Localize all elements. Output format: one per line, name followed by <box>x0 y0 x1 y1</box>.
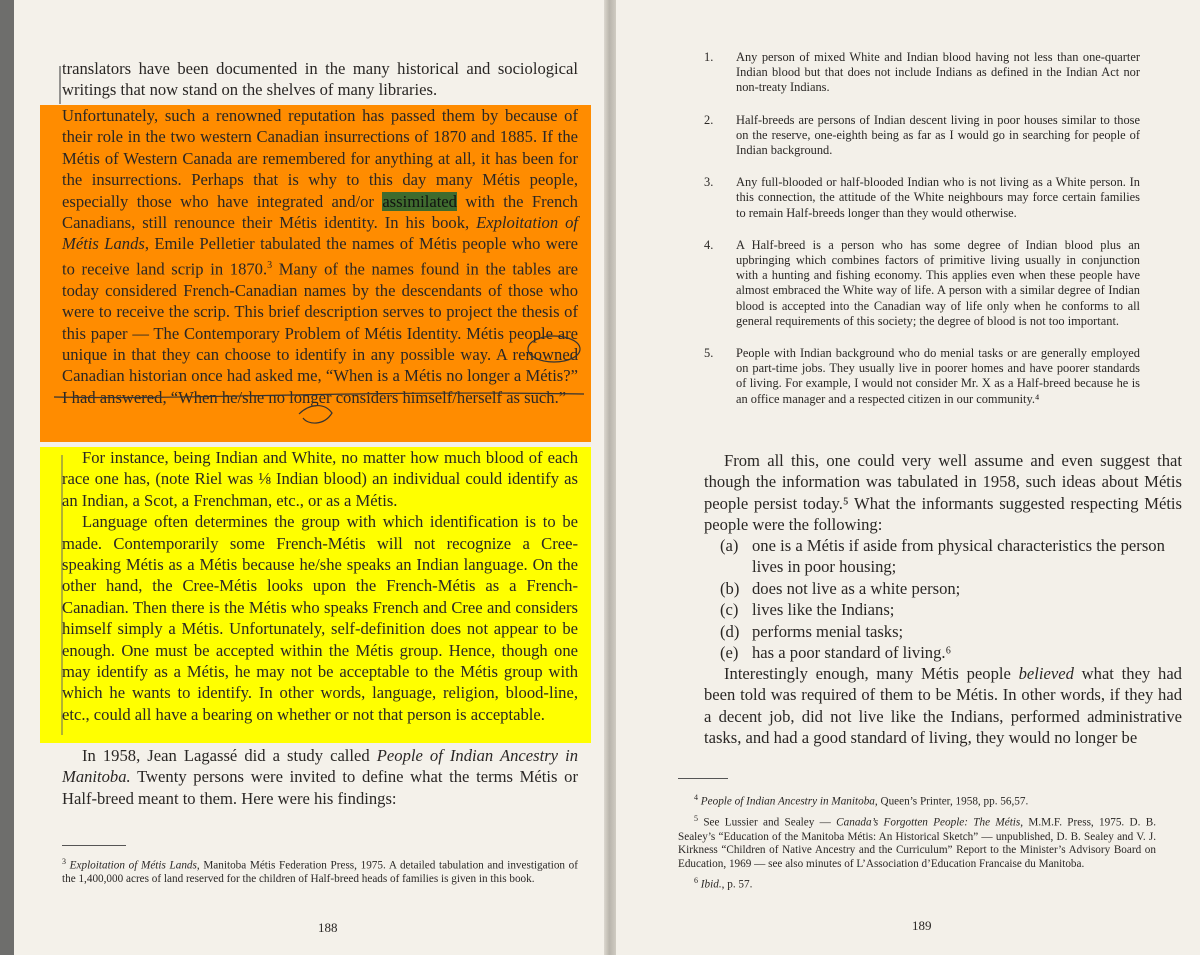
page-number: 189 <box>912 918 932 933</box>
paragraph-summary: From all this, one could very well assume and even suggest that though the information was tabulated in 1958, such ideas about Métis people persist today.⁵ What the informants suggested respecting Métis people were the following: <box>704 451 1182 535</box>
green-highlighted-word: assimilated <box>382 191 457 211</box>
footnote-6: $^6$ Ibid., p. 57. <box>694 876 753 892</box>
footnote-5: $^5$ See Lussier and Sealey — Canada’s Forgotten People: The Métis, M.M.F. Press, 1975. D. B. Sealey’s “Education of the Manitoba Métis: An Historical Sketch” — unpublished, D. B. Sealey and V. J. Kirkness “Children of Native Ancestry and the Curriculum” Report to the Minister’s Advisory Board on Education, 1969 — see also minutes of L’Association d’Education Francaise du Manitoba. <box>678 814 1156 870</box>
list-item: (d) performs menial tasks; <box>720 621 904 641</box>
list-item: 2. Half-breeds are persons of Indian descent living in poor houses similar to those on the reserve, one-eighth being as far as I would go in searching for people of Indian background. <box>704 112 1140 158</box>
footnote-rule <box>62 845 126 846</box>
paragraph-lagasse: In 1958, Jean Lagassé did a study called People of Indian Ancestry in Manitoba. Twenty persons were invited to define what the terms Métis or Half-breed meant to them. Here were his findings: <box>62 746 578 808</box>
list-item: (b) does not live as a white person; <box>720 578 961 598</box>
book-spine <box>604 0 616 955</box>
list-item: (c) lives like the Indians; <box>720 600 895 620</box>
list-item: (a) one is a Métis if aside from physical characteristics the person lives in poor housing; <box>720 536 1165 577</box>
paragraph-intro: translators have been documented in the many historical and sociological writings that now stand on the shelves of many libraries. <box>62 59 578 100</box>
footnote-3: $^3$ Exploitation of Métis Lands, Manitoba Métis Federation Press, 1975. A detailed tabulation and investigation of the 1,400,000 acres of land reserved for the children of Half-breed heads of families is given in this book. <box>62 857 579 886</box>
footnote-ref: 3 <box>267 259 273 271</box>
book-title: People of Indian Ancestry in Manitoba. <box>62 746 578 787</box>
list-item: 1. Any person of mixed White and Indian blood having not less than one-quarter Indian blood but that does not include Indians as defined in the Indian Act nor non-treaty Indians. <box>704 50 1140 95</box>
footnote-rule <box>678 778 728 779</box>
list-item: 3. Any full-blooded or half-blooded Indian who is not living as a White person. In this connection, the attitude of the White neighbours may force certain families to remain Half-breeds longer than they would otherwise. <box>704 175 1140 220</box>
paragraph-believed: Interestingly enough, many Métis people believed what they had been told was required of them to be Métis. In other words, if they had a decent job, did not live like the Indians, performed administrative tasks, and had a good standard of living, they would no longer be <box>704 664 1182 748</box>
paragraph-highlighted-yellow: For instance, being Indian and White, no matter how much blood of each race one has, (note Riel was ⅛ Indian blood) an individual could identify as an Indian, a Scot, a Frenchman, etc., or as a Métis. Language often determines the group with which identification is to be made. Contemporarily some French-Métis will not recognize a Cree-speaking Métis as a Métis because he/she speaks an Indian language. On the other hand, the Cree-Métis looks upon the French-Métis as a French-Canadian. Then there is the Métis who speaks French and Cree and considers himself simply a Métis. Unfortunately, self-definition does not appear to be enough. One must be accepted within the Métis group. Hence, though one may identify as a Métis, he may not be acceptable to the Métis group with which he wants to identify. In other words, language, religion, blood-line, etc., could all have a bearing on whether or not that person is acceptable. <box>62 448 578 724</box>
list-item: 5. People with Indian background who do menial tasks or are generally employed on part-time jobs. They usually live in poorer homes and have poorer standards of living. For example, I would not consider Mr. X as a Half-breed because he is an office manager and a respected citizen in our community.⁴ <box>704 346 1140 406</box>
page-left <box>14 0 604 955</box>
footnotes <box>678 791 1156 893</box>
footnote-4: $^4$ People of Indian Ancestry in Manitoba, Queen’s Printer, 1958, pp. 56,57. <box>694 793 1029 808</box>
criteria-list <box>704 535 1182 663</box>
paragraph-highlighted-orange: Unfortunately, such a renowned reputation has passed them by because of their role in the two western Canadian insurrections of 1870 and 1885. If the Métis of Western Canada are remembered for anything at all, it has been for the insurrections. Perhaps that is why to this day many Métis people, especially those who have integrated and/or assimilated with the French Canadians, still renounce their Métis identity. In his book, Exploitation of Métis Lands, Emile Pelletier tabulated the names of Métis people who were to receive land scrip in 1870.$^3$ Many of the names found in the tables are today considered French-Canadian names by the descendants of those who were to receive the scrip. This brief description serves to project the thesis of this paper — The Contemporary Problem of Métis Identity. Métis people are unique in that they can choose to identify in any possible way. A renowned Canadian historian once had asked me, “When is a Métis no longer a Métis?” I had answered, “When he/she no longer considers himself/herself as such.” <box>62 106 579 407</box>
page-right <box>616 0 1200 955</box>
scan-edge-left <box>0 0 14 955</box>
findings-list <box>704 50 1140 407</box>
list-item: 4. A Half-breed is a person who has some degree of Indian blood plus an upbringing which combines factors of primitive living usually in conjunction with a hunting and fishing economy. This applies even when these people have almost embraced the White way of life. A person with a similar degree of Indian blood is accepted into the Canadian way of life only when he conforms to all general requirements of this society; the degree of blood is not too important. <box>704 237 1140 328</box>
page-number: 188 <box>318 920 338 935</box>
book-title: Exploitation of Métis Lands <box>62 213 579 254</box>
list-item: (e) has a poor standard of living.⁶ <box>720 643 952 663</box>
